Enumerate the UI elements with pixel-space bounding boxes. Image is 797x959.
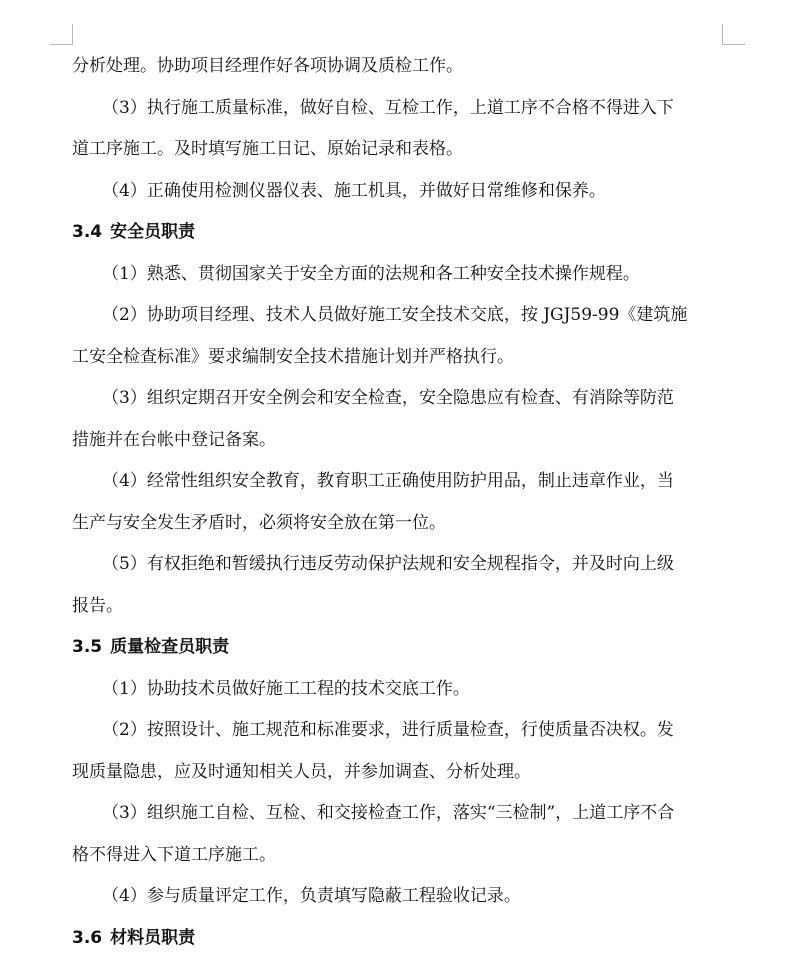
- paragraph-line: （3）组织施工自检、互检、和交接检查工作，落实“三检制”，上道工序不合: [72, 793, 722, 835]
- section-title: 安全员职责: [110, 222, 195, 242]
- section-heading: [72, 627, 722, 669]
- page-corner-marker-right: [722, 24, 745, 45]
- paragraph-line: （1）协助技术员做好施工工程的技术交底工作。: [72, 669, 722, 711]
- section-number: 3.6: [72, 928, 102, 948]
- section-heading: [72, 918, 722, 959]
- paragraph-line: （2）协助项目经理、技术人员做好施工安全技术交底，按 JGJ59-99《建筑施: [72, 295, 722, 337]
- paragraph-line: 工安全检查标准》要求编制安全技术措施计划并严格执行。: [72, 337, 722, 379]
- paragraph-line: （4）正确使用检测仪器仪表、施工机具，并做好日常维修和保养。: [72, 171, 722, 213]
- paragraph-line: （4）参与质量评定工作，负责填写隐蔽工程验收记录。: [72, 876, 722, 918]
- paragraph-line: 措施并在台帐中登记备案。: [72, 420, 722, 462]
- paragraph-line: （3）组织定期召开安全例会和安全检查，安全隐患应有检查、有消除等防范: [72, 378, 722, 420]
- paragraph-line: 道工序施工。及时填写施工日记、原始记录和表格。: [72, 129, 722, 171]
- section-heading: [72, 212, 722, 254]
- section-number: 3.4: [72, 222, 102, 242]
- document-body: [72, 46, 722, 959]
- section-title: 材料员职责: [110, 928, 195, 948]
- paragraph-line: （4）经常性组织安全教育，教育职工正确使用防护用品，制止违章作业，当: [72, 461, 722, 503]
- paragraph-line: （1）熟悉、贯彻国家关于安全方面的法规和各工种安全技术操作规程。: [72, 254, 722, 296]
- section-title: 质量检查员职责: [110, 637, 229, 657]
- paragraph-line: （5）有权拒绝和暂缓执行违反劳动保护法规和安全规程指令，并及时向上级: [72, 544, 722, 586]
- paragraph-line: 报告。: [72, 586, 722, 628]
- paragraph-line: 生产与安全发生矛盾时，必须将安全放在第一位。: [72, 503, 722, 545]
- paragraph-line: 格不得进入下道工序施工。: [72, 835, 722, 877]
- paragraph-line: 现质量隐患，应及时通知相关人员，并参加调查、分析处理。: [72, 752, 722, 794]
- paragraph-line: （3）执行施工质量标准，做好自检、互检工作，上道工序不合格不得进入下: [72, 88, 722, 130]
- page-corner-marker-left: [50, 24, 73, 45]
- paragraph-line: （2）按照设计、施工规范和标准要求，进行质量检查，行使质量否决权。发: [72, 710, 722, 752]
- paragraph-line: 分析处理。协助项目经理作好各项协调及质检工作。: [72, 46, 722, 88]
- section-number: 3.5: [72, 637, 102, 657]
